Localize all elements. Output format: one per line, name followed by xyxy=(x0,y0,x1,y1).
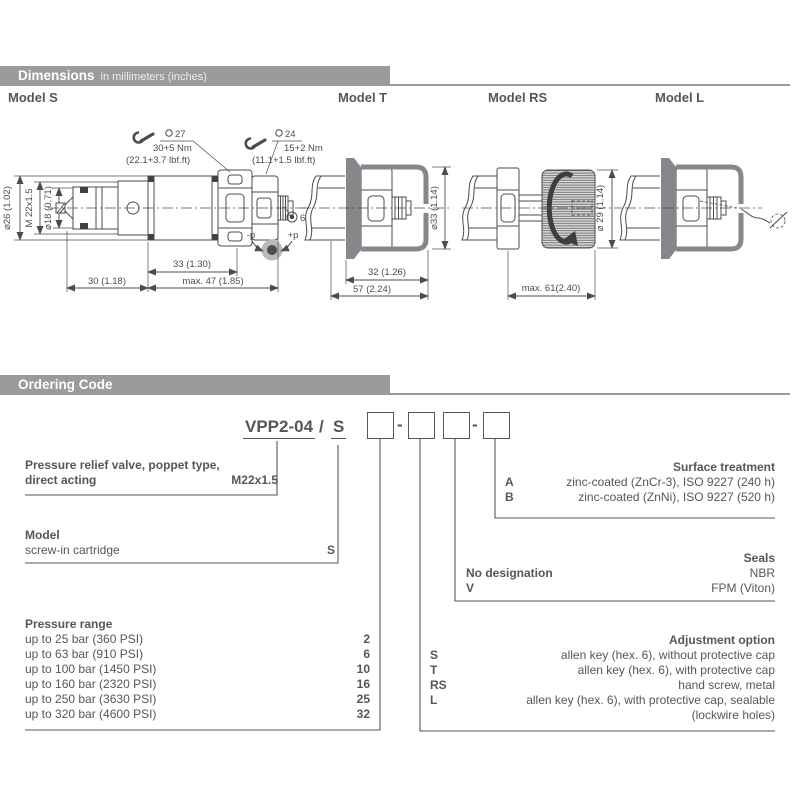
dim-dia29-label: ⌀ 29 (1.14) xyxy=(595,184,606,232)
table-row: up to 100 bar (1450 PSI) 10 xyxy=(25,662,370,676)
model-l-heading: Model L xyxy=(655,90,705,105)
table-row: No designation NBR xyxy=(466,566,775,580)
model-rs-drawing xyxy=(462,168,622,300)
description-line1: Pressure relief valve, poppet type, xyxy=(25,458,220,472)
ordering-code-separator: / xyxy=(319,417,324,436)
allen-key-size: 6 xyxy=(300,213,306,224)
model-section-title: Model xyxy=(25,528,60,542)
section-seals xyxy=(466,551,775,596)
ordering-box-pressure xyxy=(367,412,394,439)
adjustment-title: Adjustment option xyxy=(669,633,775,647)
dimension-drawings xyxy=(0,110,800,315)
port-plus-label: +p xyxy=(287,230,299,241)
table-row: A zinc-coated (ZnCr-3), ISO 9227 (240 h) xyxy=(505,475,775,489)
ordering-box-surface xyxy=(483,412,510,439)
model-s-drawing xyxy=(2,129,323,292)
ordering-box-adjustment xyxy=(408,412,435,439)
dim-dia18-label: ⌀18 (0.71) xyxy=(43,186,54,230)
seals-title: Seals xyxy=(743,551,775,565)
dim-30-label: 30 (1.18) xyxy=(87,276,127,287)
dim-32-label: 32 (1.26) xyxy=(367,267,407,278)
pressure-adjust-knob-icon xyxy=(252,240,292,261)
wrench-icon xyxy=(246,138,265,148)
model-t-drawing xyxy=(300,158,452,300)
description-line2: direct acting xyxy=(25,473,97,487)
ordering-code-model: S xyxy=(331,417,346,439)
section-model xyxy=(25,528,335,558)
table-row: up to 63 bar (910 PSI) 6 xyxy=(25,647,370,661)
model-s-heading: Model S xyxy=(8,90,58,105)
table-row: RS hand screw, metal xyxy=(430,678,775,692)
dimensions-subtitle: in millimeters (inches) xyxy=(100,71,207,83)
wrench-icon xyxy=(134,132,153,142)
table-row: B zinc-coated (ZnNi), ISO 9227 (520 h) xyxy=(505,490,775,504)
dim-61-label: max. 61(2.40) xyxy=(521,283,581,294)
dim-dia33-label: ⌀33 (1.14) xyxy=(429,186,440,230)
dim-thread-label: M 22x1.5 xyxy=(24,188,35,228)
table-row: L allen key (hex. 6), with protective cap, sealable xyxy=(430,693,775,707)
surface-treatment-title: Surface treatment xyxy=(672,460,775,474)
dimensions-header-bar xyxy=(0,66,390,86)
table-row: up to 160 bar (2320 PSI) 16 xyxy=(25,677,370,691)
wrench-size-icon xyxy=(276,130,282,136)
dimensions-title: Dimensions xyxy=(18,68,95,83)
table-row: up to 250 bar (3630 PSI) 25 xyxy=(25,692,370,706)
pressure-range-title: Pressure range xyxy=(25,617,113,631)
table-row: up to 25 bar (360 PSI) 2 xyxy=(25,632,370,646)
dim-47-label: max. 47 (1.85) xyxy=(182,276,244,287)
ordering-box-seals xyxy=(443,412,470,439)
port-minus-label: -p xyxy=(246,230,256,241)
ordering-code-dash-1: - xyxy=(397,415,403,434)
table-row: V FPM (Viton) xyxy=(466,581,775,595)
table-row: screw-in cartridge S xyxy=(25,543,335,557)
model-t-heading: Model T xyxy=(338,90,388,105)
model-rs-heading: Model RS xyxy=(488,90,548,105)
dim-57-label: 57 (2.24) xyxy=(352,284,392,295)
dim-33-label: 33 (1.30) xyxy=(172,259,212,270)
torque-24: 15+2 Nm xyxy=(284,143,323,154)
lockwire-hole xyxy=(736,204,745,213)
wrench-size-icon xyxy=(166,130,172,136)
torque-27-lbf: (22.1+3.7 lbf.ft) xyxy=(126,155,191,166)
model-l-drawing xyxy=(620,158,787,259)
torque-27: 30+5 Nm xyxy=(153,143,192,154)
description-thread: M22x1.5 xyxy=(231,473,278,487)
wrench-24-size: 24 xyxy=(285,129,296,140)
table-row: up to 320 bar (4600 PSI) 32 xyxy=(25,707,370,721)
torque-24-lbf: (11.1+1.5 lbf.ft) xyxy=(252,155,316,166)
table-row: S allen key (hex. 6), without protective cap xyxy=(430,648,775,662)
section-pressure-range xyxy=(25,617,370,722)
ordering-code-prefix: VPP2-04 xyxy=(243,417,315,439)
section-description xyxy=(25,458,278,488)
section-adjustment-option xyxy=(430,633,775,723)
section-surface-treatment xyxy=(505,460,775,505)
table-row: T allen key (hex. 6), with protective cap xyxy=(430,663,775,677)
dim-dia26-label: ⌀26 (1.02) xyxy=(2,186,13,230)
ordering-title: Ordering Code xyxy=(18,377,113,392)
ordering-header-bar xyxy=(0,375,390,395)
wrench-27-size: 27 xyxy=(175,129,186,140)
table-row: (lockwire holes) xyxy=(691,708,775,722)
ordering-code-dash-2: - xyxy=(472,415,478,434)
